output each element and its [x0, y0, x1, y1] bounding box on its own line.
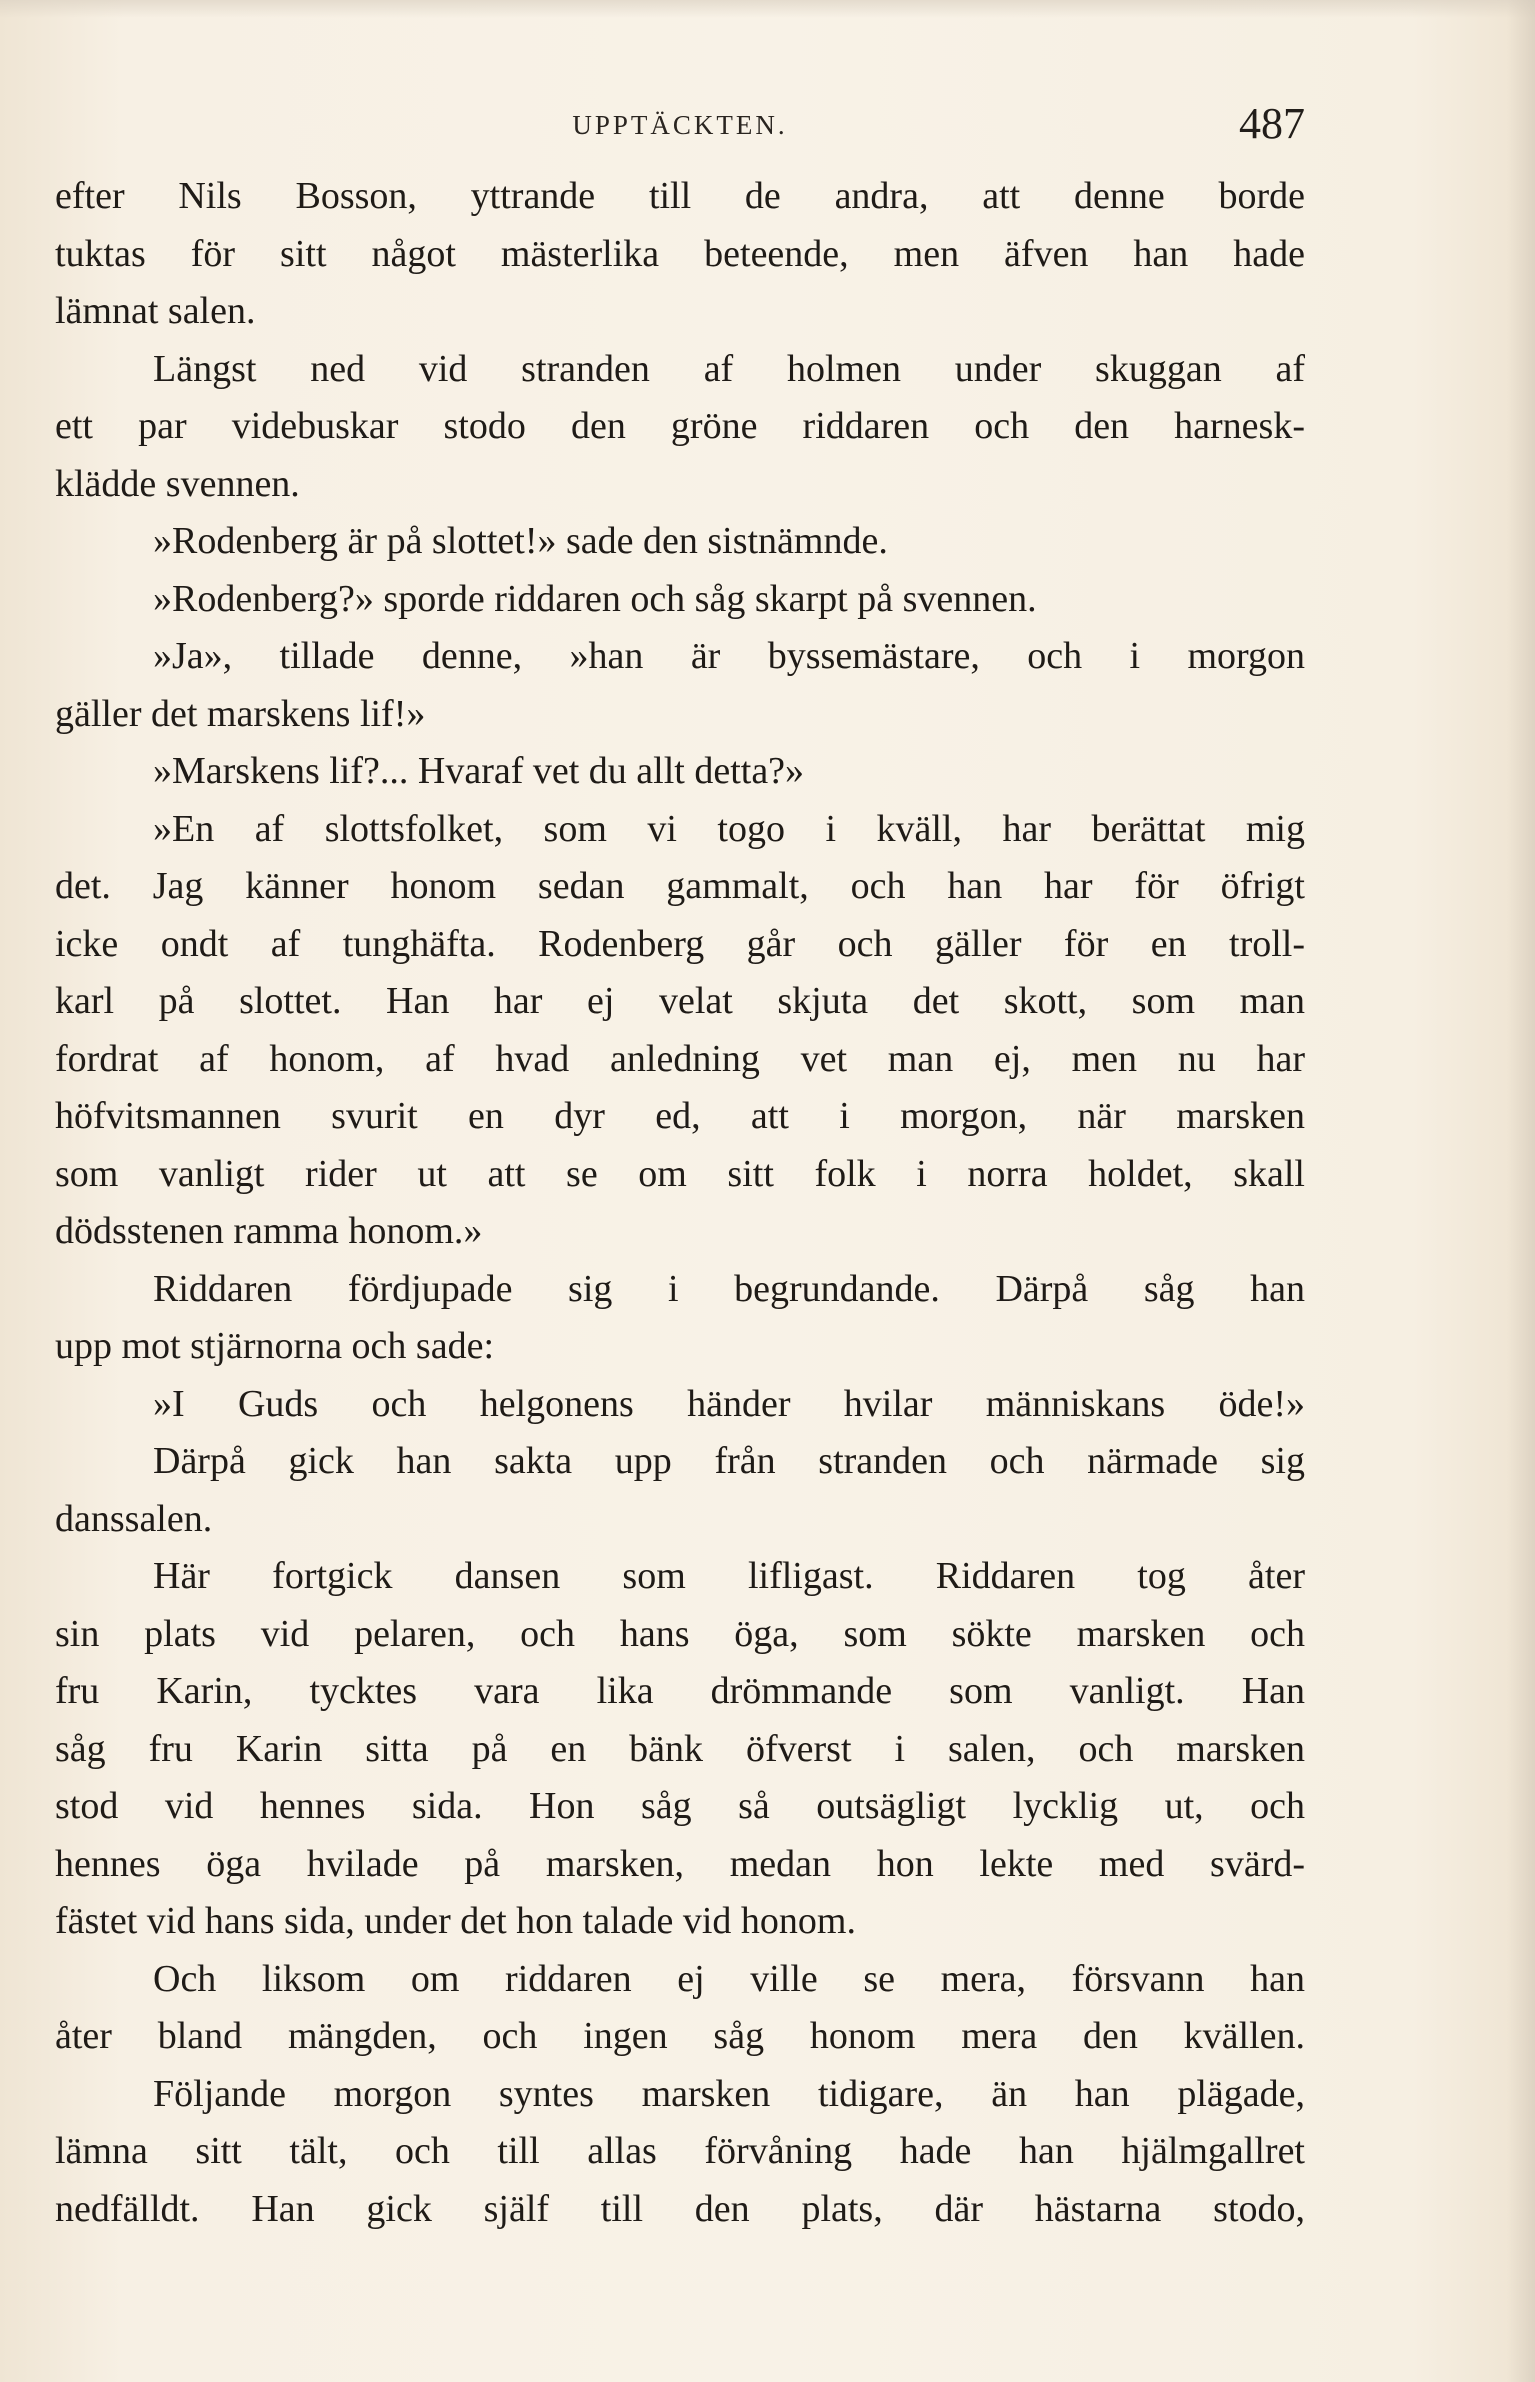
text-line: åter bland mängden, och ingen såg honom mera den kvällen.	[55, 2015, 1305, 2057]
text-line: »Rodenberg?» sporde riddaren och såg skarpt på svennen.	[153, 577, 1037, 620]
text-line: icke ondt af tunghäfta. Rodenberg går och gäller för en troll-	[55, 922, 1305, 965]
text-line: sin plats vid pelaren, och hans öga, som sökte marsken och	[55, 1612, 1305, 1655]
text-line: lämnat salen.	[55, 290, 256, 332]
text-line: Här fortgick dansen som lifligast. Riddaren tog åter	[153, 1555, 1305, 1597]
text-line: Därpå gick han sakta upp från stranden och närmade sig	[153, 1440, 1305, 1482]
text-line: ett par videbuskar stodo den gröne riddaren och den harnesk-	[55, 405, 1305, 447]
text-line: Och liksom om riddaren ej ville se mera, försvann han	[153, 1957, 1305, 2000]
text-line: »I Guds och helgonens händer hvilar människans öde!»	[153, 1382, 1305, 1425]
text-line: gäller det marskens lif!»	[55, 692, 426, 735]
text-line: fordrat af honom, af hvad anledning vet man ej, men nu har	[55, 1037, 1305, 1080]
text-line: upp mot stjärnorna och sade:	[55, 1325, 495, 1367]
text-line: såg fru Karin sitta på en bänk öfverst i salen, och marsken	[55, 1727, 1305, 1770]
running-title: UPPTÄCKTEN.	[572, 110, 788, 140]
page-top-shadow	[0, 0, 1535, 18]
text-line: karl på slottet. Han har ej velat skjuta det skott, som man	[55, 980, 1305, 1022]
text-line: höfvitsmannen svurit en dyr ed, att i morgon, när marsken	[55, 1095, 1305, 1137]
text-line: som vanligt rider ut att se om sitt folk i norra holdet, skall	[55, 1152, 1305, 1195]
text-line: det. Jag känner honom sedan gammalt, och han har för öfrigt	[55, 865, 1305, 907]
body-text	[55, 168, 1305, 2238]
text-line: Följande morgon syntes marsken tidigare, än han plägade,	[153, 2072, 1305, 2115]
text-line: danssalen.	[55, 1497, 213, 1540]
text-line: stod vid hennes sida. Hon såg så outsägligt lycklig ut, och	[55, 1785, 1305, 1827]
text-line: klädde svennen.	[55, 462, 300, 505]
page-header	[55, 98, 1305, 158]
text-line: fästet vid hans sida, under det hon talade vid honom.	[55, 1900, 856, 1942]
text-line: »Rodenberg är på slottet!» sade den sistnämnde.	[153, 520, 888, 562]
page-number: 487	[1239, 99, 1305, 148]
text-line: »Ja», tillade denne, »han är byssemästare, och i morgon	[153, 635, 1305, 677]
text-line: Längst ned vid stranden af holmen under skuggan af	[153, 347, 1305, 390]
text-line: Riddaren fördjupade sig i begrundande. Därpå såg han	[153, 1267, 1305, 1310]
text-line: hennes öga hvilade på marsken, medan hon lekte med svärd-	[55, 1842, 1305, 1885]
text-line: »Marskens lif?... Hvaraf vet du allt detta?»	[153, 750, 805, 792]
text-line: dödsstenen ramma honom.»	[55, 1210, 483, 1252]
text-line: efter Nils Bosson, yttrande till de andra, att denne borde	[55, 175, 1305, 217]
page-right-shadow	[1507, 0, 1535, 2382]
text-line: »En af slottsfolket, som vi togo i kväll, har berättat mig	[153, 807, 1305, 850]
text-line: nedfälldt. Han gick själf till den plats, där hästarna stodo,	[55, 2187, 1305, 2230]
text-line: fru Karin, tycktes vara lika drömmande som vanligt. Han	[55, 1670, 1305, 1712]
text-line: lämna sitt tält, och till allas förvåning hade han hjälmgallret	[55, 2130, 1305, 2172]
text-line: tuktas för sitt något mästerlika beteende, men äfven han hade	[55, 232, 1305, 275]
